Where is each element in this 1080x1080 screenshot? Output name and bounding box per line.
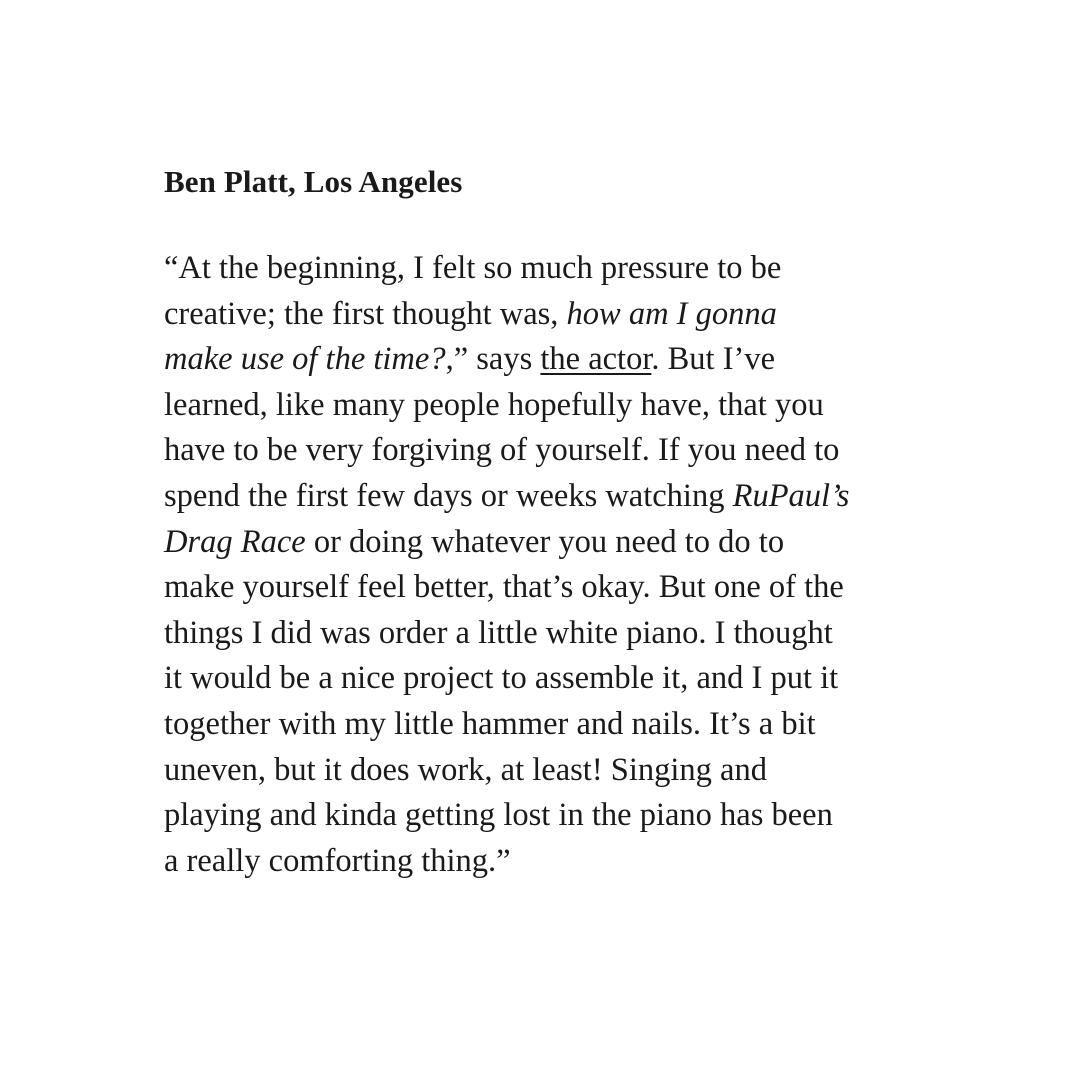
quote-line: a really comforting thing.” [164, 842, 511, 879]
the-actor-link[interactable]: the actor [540, 341, 652, 378]
quote-text: creative; the first thought was, [164, 295, 567, 332]
quote-line: playing and kinda getting lost in the piano has been [164, 797, 833, 834]
show-title-italic: RuPaul’s [732, 477, 850, 514]
quote-line: uneven, but it does work, at least! Singing and [164, 751, 767, 788]
quote-line: learned, like many people hopefully have, that you [164, 386, 824, 423]
show-title-italic: Drag Race [164, 523, 306, 560]
quote-italic-text: make use of the time? [164, 341, 446, 378]
quote-line [164, 520, 924, 566]
quote-line [164, 292, 924, 338]
quote-line: it would be a nice project to assemble it, and I put it [164, 660, 839, 697]
quote-line [164, 474, 924, 520]
quote-line: make yourself feel better, that’s okay. But one of the [164, 569, 844, 606]
byline-heading: Ben Platt, Los Angeles [164, 164, 463, 199]
quote-text: or doing whatever you need to do to [305, 523, 785, 560]
quote-italic-text: how am I gonna [566, 295, 777, 332]
quote-line: have to be very forgiving of yourself. If you need to [164, 432, 840, 469]
quote-line: together with my little hammer and nails. It’s a bit [164, 705, 816, 742]
quote-line: things I did was order a little white piano. I thought [164, 614, 833, 651]
quote-paragraph [164, 246, 924, 884]
quote-line: “At the beginning, I felt so much pressure to be [164, 250, 782, 286]
quote-text: spend the first few days or weeks watching [164, 477, 733, 514]
quote-text: . But I’ve [651, 341, 776, 378]
quote-text: ,” says [445, 341, 541, 378]
quote-line [164, 337, 924, 383]
